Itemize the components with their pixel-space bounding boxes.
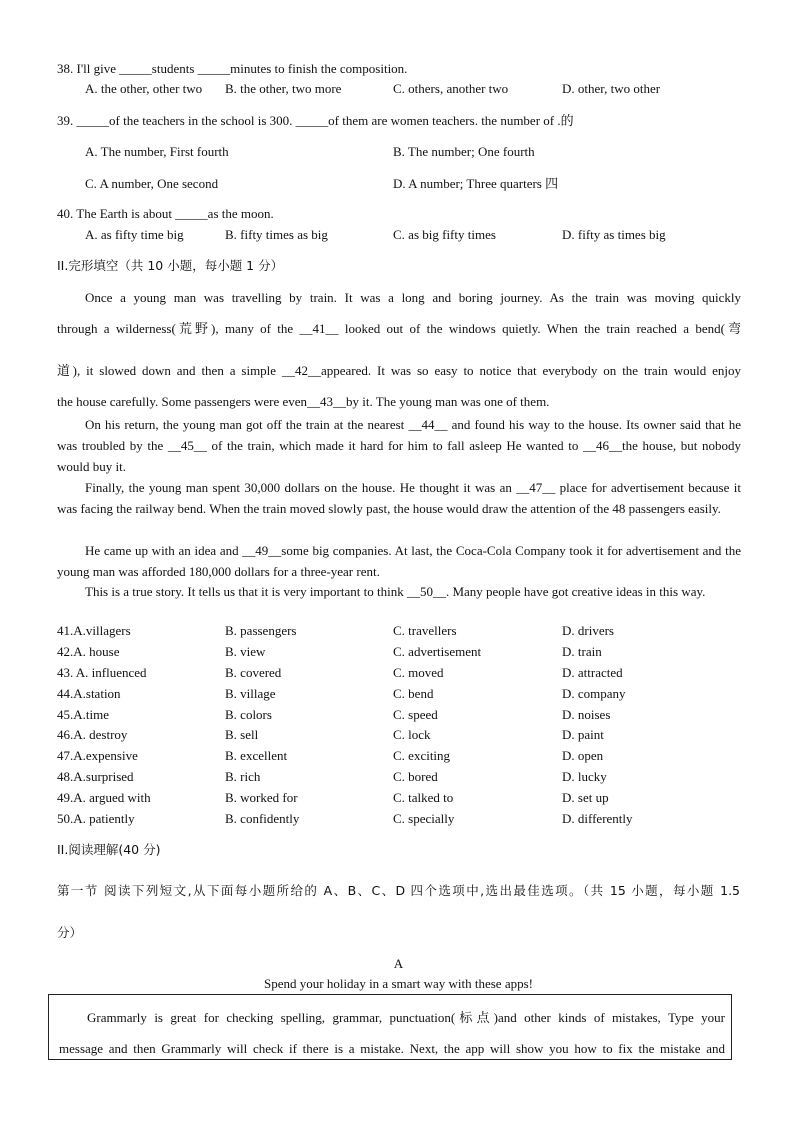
q40-option-d: D. fifty as times big (562, 227, 666, 242)
passage-line2: message and then Grammarly will check if there is a mistake. Next, the app will show you how to fix the mistake and (59, 1041, 725, 1056)
section-instruction-line1: 第一节 阅读下列短文,从下面每小题所给的 A、B、C、D 四个选项中,选出最佳选项。（共 15 小题，每小题 1.5 (57, 883, 740, 898)
opt44-d: D. company (562, 686, 626, 701)
opt48-d: D. lucky (562, 769, 607, 784)
opt45-b: B. colors (225, 707, 272, 722)
opt42-c: C. advertisement (393, 644, 482, 659)
opt43-b: B. covered (225, 665, 282, 680)
opt42-a: 42.A. house (57, 644, 120, 659)
opt49-b: B. worked for (225, 790, 298, 805)
opt41-a: 41.A.villagers (57, 623, 131, 638)
opt42-b: B. view (225, 644, 266, 659)
opt48-a: 48.A.surprised (57, 769, 134, 784)
q39-option-c: C. A number, One second (85, 176, 219, 191)
opt46-c: C. lock (393, 727, 431, 742)
opt42-d: D. train (562, 644, 602, 659)
opt45-c: C. speed (393, 707, 438, 722)
q40-option-a: A. as fifty time big (85, 227, 184, 242)
passage-box (48, 994, 732, 1060)
q39-option-a: A. The number, First fourth (85, 144, 229, 159)
opt43-a: 43. A. influenced (57, 665, 147, 680)
opt41-b: B. passengers (225, 623, 297, 638)
opt47-a: 47.A.expensive (57, 748, 138, 763)
section-instruction-line2: 分） (57, 925, 83, 940)
opt43-d: D. attracted (562, 665, 623, 680)
cloze-p5: This is a true story. It tells us that it is very important to think __50__. Many people have got creative ideas in this way. (85, 584, 706, 599)
opt49-a: 49.A. argued with (57, 790, 151, 805)
passage-letter: A (393, 956, 404, 971)
cloze-p1-line4: the house carefully. Some passengers were even__43__by it. The young man was one of them. (57, 394, 550, 409)
q38-option-d: D. other, two other (562, 81, 661, 96)
q39-stem: 39. _____of the teachers in the school is 300. _____of them are women teachers. the number of .的 (57, 113, 574, 128)
opt47-b: B. excellent (225, 748, 288, 763)
opt44-a: 44.A.station (57, 686, 121, 701)
q39-option-b: B. The number; One fourth (393, 144, 535, 159)
cloze-p2: On his return, the young man got off the train at the nearest __44__ and found his way to the house. Its owner said that he was troubled by the __45__ of the train, which made it hard for him to fall asleep He wanted to __46__the house, but nobody would buy it. (57, 417, 741, 474)
q38-option-c: C. others, another two (393, 81, 509, 96)
opt44-b: B. village (225, 686, 276, 701)
opt43-c: C. moved (393, 665, 444, 680)
passage-title: Spend your holiday in a smart way with these apps! (264, 976, 533, 991)
opt46-b: B. sell (225, 727, 259, 742)
opt47-c: C. exciting (393, 748, 451, 763)
cloze-p4: He came up with an idea and __49__some big companies. At last, the Coca-Cola Company took it for advertisement and the young man was afforded 180,000 dollars for a three-year rent. (57, 543, 741, 579)
passage-line1: Grammarly is great for checking spelling, grammar, punctuation(标点)and other kinds of mistakes, Type your (87, 1010, 725, 1025)
q39-option-d: D. A number; Three quarters 四 (393, 176, 559, 191)
q40-option-b: B. fifty times as big (225, 227, 328, 242)
opt47-d: D. open (562, 748, 604, 763)
opt49-c: C. talked to (393, 790, 454, 805)
cloze-heading: II.完形填空（共 10 小题，每小题 1 分） (57, 258, 284, 273)
opt45-a: 45.A.time (57, 707, 109, 722)
opt41-c: C. travellers (393, 623, 457, 638)
opt48-c: C. bored (393, 769, 438, 784)
opt50-a: 50.A. patiently (57, 811, 135, 826)
q38-stem: 38. I'll give _____students _____minutes to finish the composition. (57, 61, 408, 76)
opt45-d: D. noises (562, 707, 611, 722)
q38-option-a: A. the other, other two (85, 81, 203, 96)
q40-option-c: C. as big fifty times (393, 227, 496, 242)
opt50-b: B. confidently (225, 811, 300, 826)
q40-stem: 40. The Earth is about _____as the moon. (57, 206, 274, 221)
reading-heading: II.阅读理解(40 分) (57, 842, 161, 857)
opt50-d: D. differently (562, 811, 633, 826)
opt46-d: D. paint (562, 727, 604, 742)
cloze-p3: Finally, the young man spent 30,000 dollars on the house. He thought it was an __47__ place for advertisement because it was facing the railway bend. When the train moved slowly past, the house would draw the attention of the 48 passengers easily. (57, 480, 741, 516)
opt49-d: D. set up (562, 790, 609, 805)
opt41-d: D. drivers (562, 623, 614, 638)
q38-option-b: B. the other, two more (225, 81, 342, 96)
opt50-c: C. specially (393, 811, 455, 826)
cloze-p1-line2: through a wilderness(荒野), many of the __41__ looked out of the windows quietly. When the train reached a bend(弯 (57, 321, 741, 336)
opt48-b: B. rich (225, 769, 261, 784)
opt46-a: 46.A. destroy (57, 727, 128, 742)
opt44-c: C. bend (393, 686, 434, 701)
cloze-p1-line3: 道), it slowed down and then a simple __42__appeared. It was so easy to notice that everybody on the train would enjoy (57, 363, 741, 378)
cloze-p1-line1: Once a young man was travelling by train. It was a long and boring journey. As the train was moving quickly (85, 290, 741, 305)
